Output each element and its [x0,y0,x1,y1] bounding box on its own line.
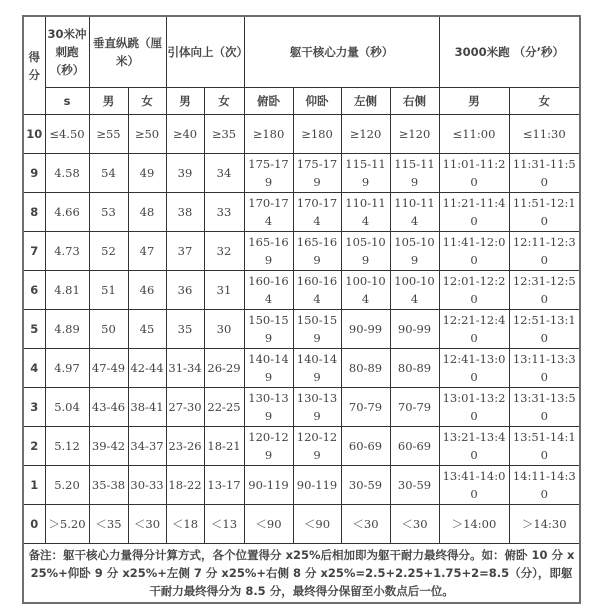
cell-jump-m: ≥55 [89,115,128,154]
subheader-run-female: 女 [509,88,580,115]
cell-prone: 90-119 [244,466,293,505]
cell-right: 80-89 [390,349,439,388]
cell-right: ＜30 [390,505,439,544]
cell-run-f: ＞14:30 [509,505,580,544]
cell-jump-f: 34-37 [128,427,166,466]
cell-pull-m: 23-26 [166,427,204,466]
cell-left: 100-104 [341,271,390,310]
cell-supine: 140-149 [293,349,341,388]
cell-prone: 150-159 [244,310,293,349]
cell-run-m: 11:01-11:20 [439,154,509,193]
table-row [23,232,580,271]
cell-jump-m: 54 [89,154,128,193]
cell-run-m: 12:21-12:40 [439,310,509,349]
cell-right: 100-104 [390,271,439,310]
subheader-run-male: 男 [439,88,509,115]
cell-sprint: ＞5.20 [45,505,89,544]
cell-jump-f: 47 [128,232,166,271]
table-row [23,388,580,427]
cell-run-f: ≤11:30 [509,115,580,154]
cell-right: 90-99 [390,310,439,349]
fitness-standards-table [22,15,581,604]
cell-jump-f: 45 [128,310,166,349]
header-row [23,16,580,88]
cell-pull-f: 18-21 [204,427,244,466]
cell-right: ≥120 [390,115,439,154]
subheader-jump-female: 女 [128,88,166,115]
header-core: 躯干核心力量（秒） [244,16,439,88]
table-row [23,115,580,154]
cell-right: 70-79 [390,388,439,427]
subheader-jump-male: 男 [89,88,128,115]
cell-left: 110-114 [341,193,390,232]
cell-run-m: 13:01-13:20 [439,388,509,427]
cell-run-m: ＞14:00 [439,505,509,544]
header-pullup: 引体向上（次） [166,16,244,88]
cell-left: 80-89 [341,349,390,388]
subheader-core-left: 左侧 [341,88,390,115]
cell-sprint: 4.89 [45,310,89,349]
cell-right: 115-119 [390,154,439,193]
cell-jump-m: 39-42 [89,427,128,466]
score-cell: 3 [23,388,45,427]
cell-pull-m: 38 [166,193,204,232]
cell-right: 30-59 [390,466,439,505]
cell-run-m: 13:41-14:00 [439,466,509,505]
cell-jump-m: 52 [89,232,128,271]
cell-run-m: 12:41-13:00 [439,349,509,388]
cell-prone: 170-174 [244,193,293,232]
cell-supine: 175-179 [293,154,341,193]
cell-jump-f: ≥50 [128,115,166,154]
cell-pull-f: ≥35 [204,115,244,154]
cell-supine: 130-139 [293,388,341,427]
cell-supine: ＜90 [293,505,341,544]
cell-pull-f: 31 [204,271,244,310]
cell-run-f: 12:31-12:50 [509,271,580,310]
table-row [23,349,580,388]
cell-run-m: ≤11:00 [439,115,509,154]
cell-run-f: 11:31-11:50 [509,154,580,193]
cell-pull-f: ＜13 [204,505,244,544]
cell-run-f: 14:11-14:30 [509,466,580,505]
table-row [23,271,580,310]
cell-pull-m: 36 [166,271,204,310]
score-cell: 2 [23,427,45,466]
cell-supine: 90-119 [293,466,341,505]
score-cell: 0 [23,505,45,544]
cell-jump-m: 51 [89,271,128,310]
cell-run-m: 11:41-12:00 [439,232,509,271]
cell-run-f: 13:31-13:50 [509,388,580,427]
cell-sprint: 4.81 [45,271,89,310]
cell-run-f: 12:51-13:10 [509,310,580,349]
cell-sprint: 5.12 [45,427,89,466]
cell-run-f: 12:11-12:30 [509,232,580,271]
cell-jump-f: 49 [128,154,166,193]
cell-supine: ≥180 [293,115,341,154]
cell-left: ≥120 [341,115,390,154]
cell-right: 60-69 [390,427,439,466]
table-row [23,466,580,505]
cell-sprint: 4.58 [45,154,89,193]
score-cell: 9 [23,154,45,193]
cell-run-f: 13:51-14:10 [509,427,580,466]
score-cell: 8 [23,193,45,232]
cell-supine: 160-164 [293,271,341,310]
cell-left: 70-79 [341,388,390,427]
cell-jump-f: 38-41 [128,388,166,427]
cell-supine: 150-159 [293,310,341,349]
cell-run-m: 13:21-13:40 [439,427,509,466]
cell-prone: ≥180 [244,115,293,154]
cell-jump-m: ＜35 [89,505,128,544]
cell-pull-m: 37 [166,232,204,271]
cell-jump-m: 35-38 [89,466,128,505]
cell-pull-m: ＜18 [166,505,204,544]
cell-prone: 165-169 [244,232,293,271]
note-text: 备注：躯干核心力量得分计算方式，各个位置得分 x25%后相加即为躯干耐力最终得分。如：俯卧 10 分 x25%+仰卧 9 分 x25%+左侧 7 分 x25%+右侧 8 分 x25%=2.5+2.25+1.75+2=8.5（分），即躯干耐力最终得分为 8.5 分，最终得分保留至小数点后一位。 [23,544,580,604]
cell-jump-f: 48 [128,193,166,232]
cell-jump-m: 50 [89,310,128,349]
cell-supine: 170-174 [293,193,341,232]
cell-pull-f: 33 [204,193,244,232]
cell-prone: 140-149 [244,349,293,388]
cell-run-f: 13:11-13:30 [509,349,580,388]
score-cell: 1 [23,466,45,505]
note-row [23,544,580,604]
cell-jump-m: 43-46 [89,388,128,427]
cell-right: 110-114 [390,193,439,232]
cell-jump-m: 47-49 [89,349,128,388]
cell-sprint: 5.04 [45,388,89,427]
cell-jump-f: 46 [128,271,166,310]
cell-left: 105-109 [341,232,390,271]
cell-jump-f: ＜30 [128,505,166,544]
cell-jump-m: 53 [89,193,128,232]
cell-sprint: 4.73 [45,232,89,271]
cell-pull-f: 26-29 [204,349,244,388]
header-score: 得分 [23,16,45,115]
table-row [23,310,580,349]
cell-jump-f: 30-33 [128,466,166,505]
cell-pull-m: 31-34 [166,349,204,388]
cell-pull-f: 34 [204,154,244,193]
cell-prone: 130-139 [244,388,293,427]
subheader-core-prone: 俯卧 [244,88,293,115]
cell-sprint: 4.66 [45,193,89,232]
score-cell: 6 [23,271,45,310]
subheader-core-supine: 仰卧 [293,88,341,115]
cell-sprint: ≤4.50 [45,115,89,154]
cell-run-f: 11:51-12:10 [509,193,580,232]
cell-left: 30-59 [341,466,390,505]
cell-sprint: 5.20 [45,466,89,505]
cell-pull-m: 27-30 [166,388,204,427]
cell-run-m: 11:21-11:40 [439,193,509,232]
table-row [23,505,580,544]
header-run3000: 3000米跑 （分’秒） [439,16,580,88]
cell-pull-m: 39 [166,154,204,193]
cell-left: 90-99 [341,310,390,349]
subheader-core-right: 右侧 [390,88,439,115]
subheader-row [23,88,580,115]
header-jump: 垂直纵跳（厘米） [89,16,166,88]
score-cell: 4 [23,349,45,388]
table-row [23,193,580,232]
cell-prone: 175-179 [244,154,293,193]
header-sprint: 30米冲刺跑（秒） [45,16,89,88]
table-row [23,154,580,193]
cell-prone: 120-129 [244,427,293,466]
cell-pull-f: 13-17 [204,466,244,505]
cell-sprint: 4.97 [45,349,89,388]
cell-run-m: 12:01-12:20 [439,271,509,310]
cell-supine: 120-129 [293,427,341,466]
cell-left: ＜30 [341,505,390,544]
subheader-pullup-male: 男 [166,88,204,115]
cell-supine: 165-169 [293,232,341,271]
score-cell: 5 [23,310,45,349]
cell-prone: ＜90 [244,505,293,544]
cell-left: 60-69 [341,427,390,466]
cell-jump-f: 42-44 [128,349,166,388]
score-cell: 7 [23,232,45,271]
cell-pull-m: 35 [166,310,204,349]
cell-prone: 160-164 [244,271,293,310]
table-row [23,427,580,466]
cell-pull-f: 30 [204,310,244,349]
cell-pull-f: 32 [204,232,244,271]
score-cell: 10 [23,115,45,154]
cell-left: 115-119 [341,154,390,193]
cell-right: 105-109 [390,232,439,271]
cell-pull-f: 22-25 [204,388,244,427]
subheader-sprint-unit: s [45,88,89,115]
cell-pull-m: 18-22 [166,466,204,505]
subheader-pullup-female: 女 [204,88,244,115]
cell-pull-m: ≥40 [166,115,204,154]
